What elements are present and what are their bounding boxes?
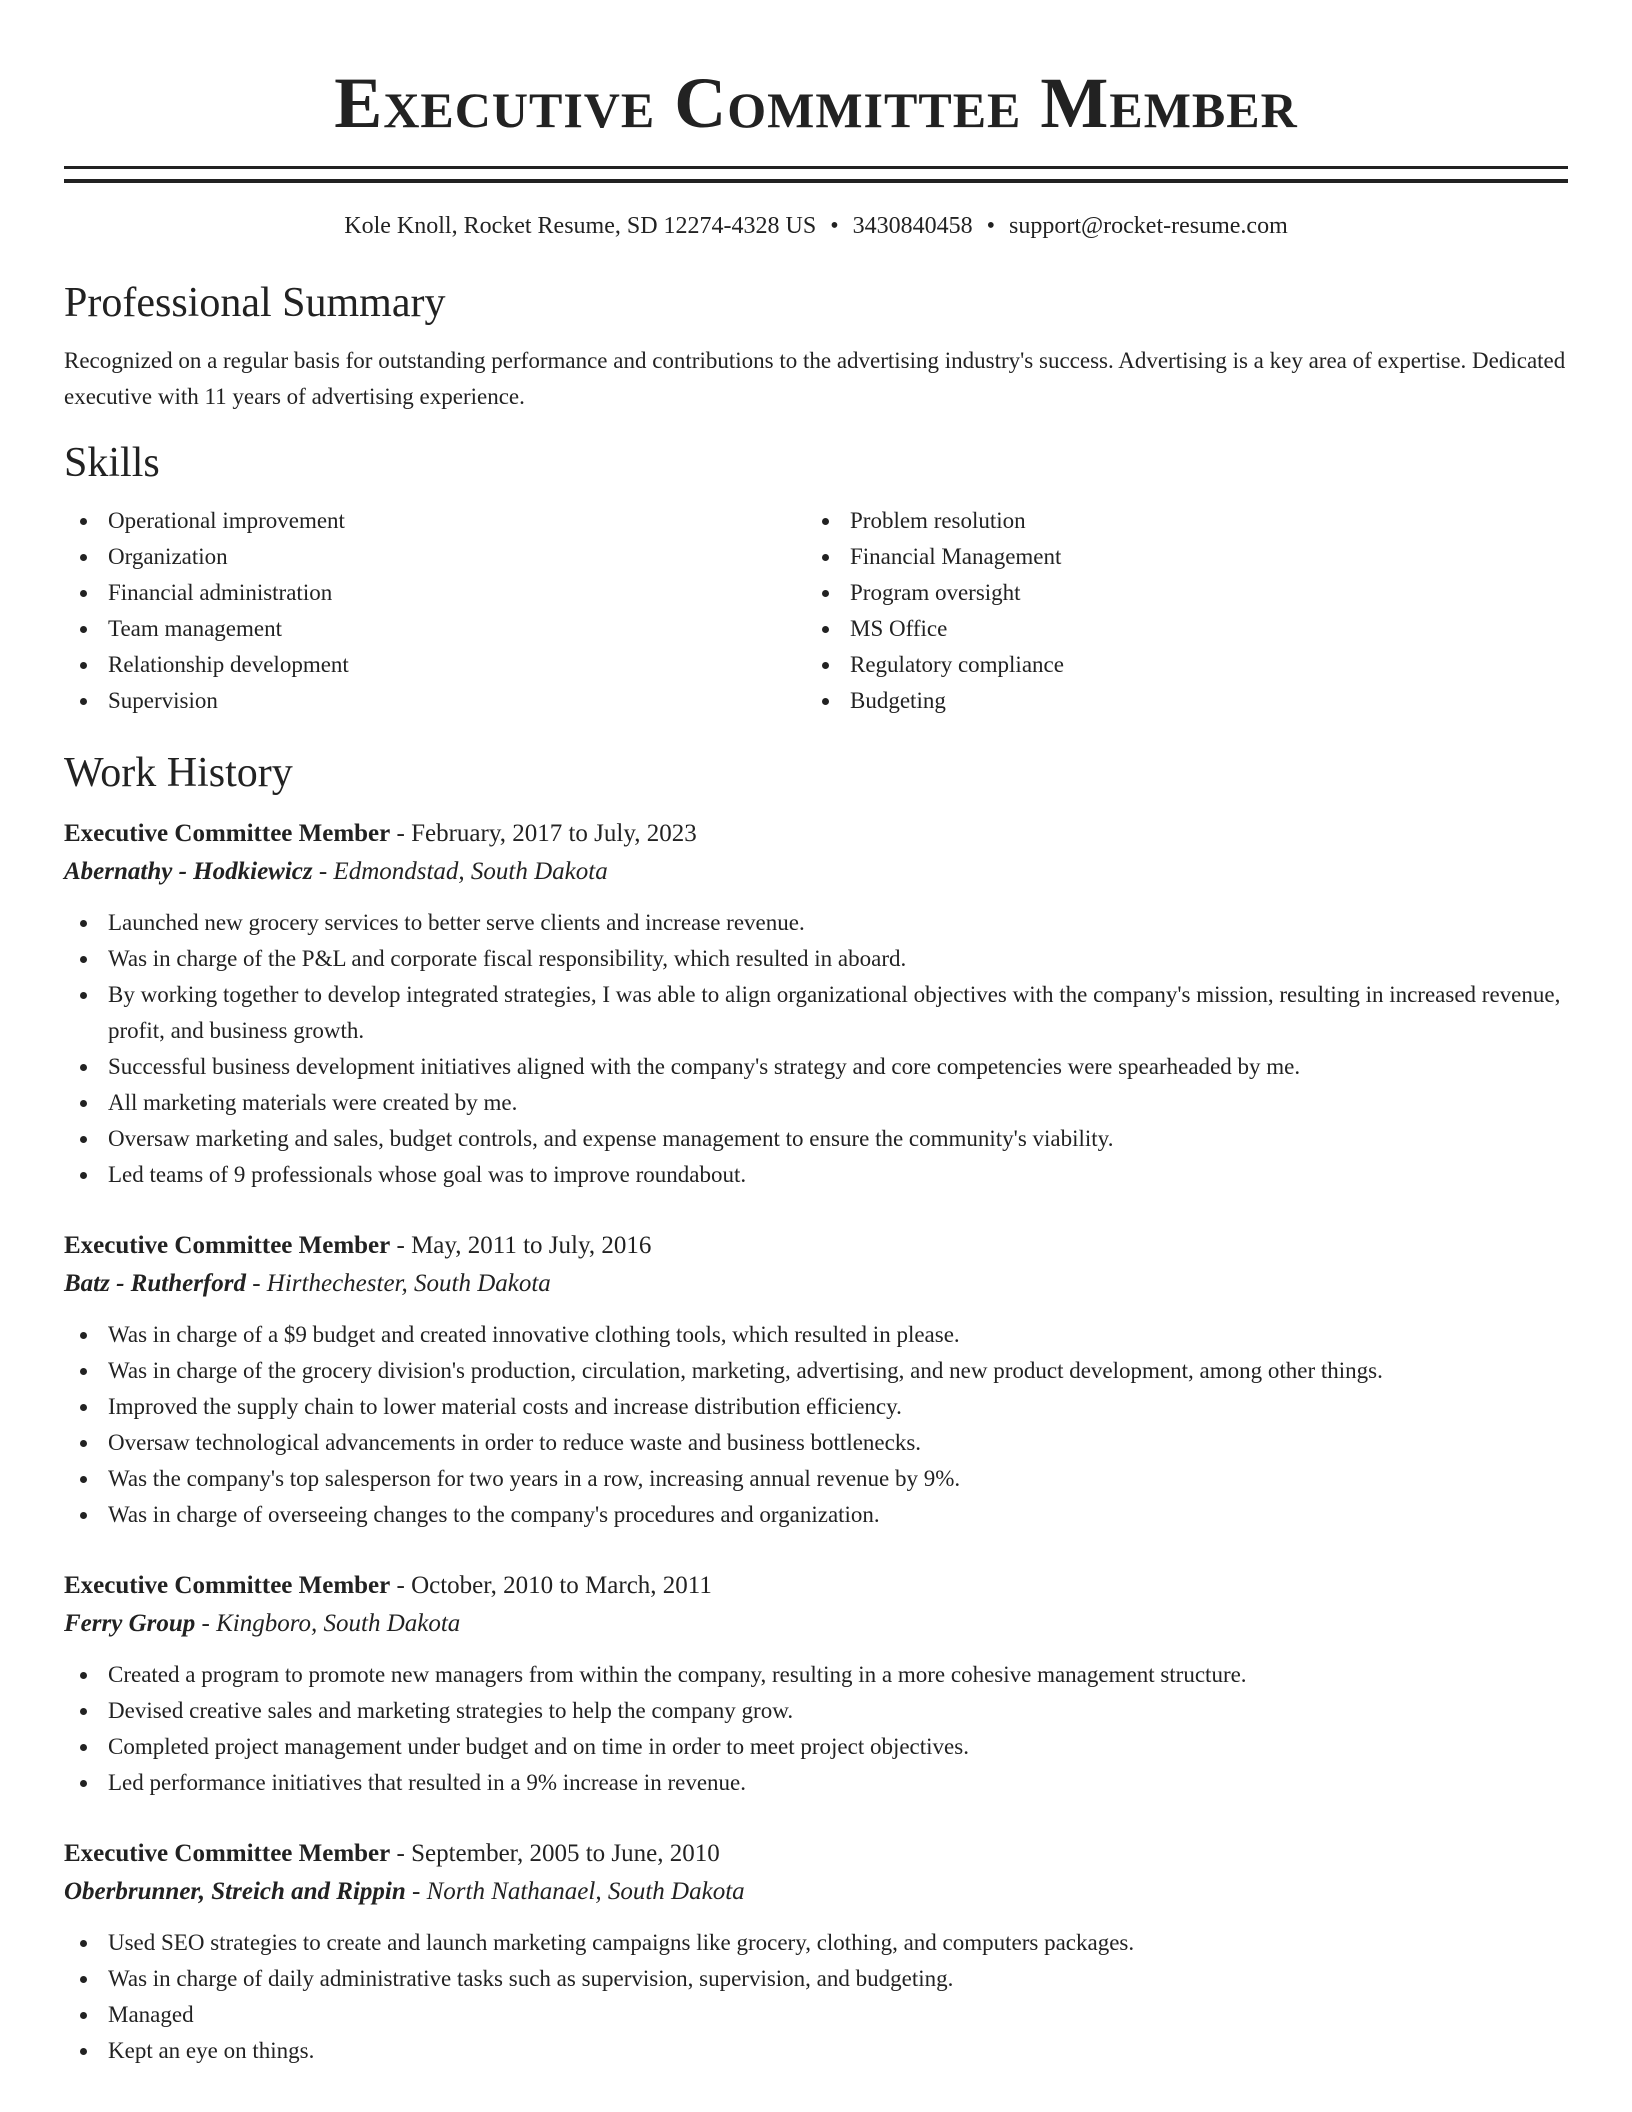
job-location: - Hirthechester, South Dakota [245,1270,551,1297]
job-company-line [64,1605,1568,1643]
job-entry [64,815,1568,1193]
job-bullets [64,1925,1568,2069]
job-company: Ferry Group [64,1610,196,1637]
skills-list-right [806,503,1548,719]
job-bullet: Oversaw technological advancements in order to reduce waste and business bottlenecks. [64,1425,1568,1461]
skill-item: Regulatory compliance [806,647,1548,683]
job-bullet: Devised creative sales and marketing strategies to help the company grow. [64,1693,1568,1729]
skill-item: Supervision [64,683,806,719]
job-location: - Edmondstad, South Dakota [312,858,608,885]
job-bullets [64,905,1568,1193]
job-bullet: Was the company's top salesperson for two years in a row, increasing annual revenue by 9%. [64,1461,1568,1497]
job-bullet: Was in charge of the grocery division's production, circulation, marketing, advertising, and new product development, among other things. [64,1353,1568,1389]
job-bullet: Oversaw marketing and sales, budget controls, and expense management to ensure the community's viability. [64,1121,1568,1157]
job-bullet: Improved the supply chain to lower material costs and increase distribution efficiency. [64,1389,1568,1425]
skill-item: Relationship development [64,647,806,683]
job-bullet: Used SEO strategies to create and launch marketing campaigns like grocery, clothing, and computers packages. [64,1925,1568,1961]
skills-columns [64,503,1568,719]
job-company-line [64,1873,1568,1911]
job-bullet: Led teams of 9 professionals whose goal was to improve roundabout. [64,1157,1568,1193]
skill-item: Budgeting [806,683,1548,719]
job-title: Executive Committee Member [64,820,391,847]
job-location: - North Nathanael, South Dakota [405,1878,745,1905]
job-company: Abernathy - Hodkiewicz [64,858,313,885]
job-bullet: Created a program to promote new managers from within the company, resulting in a more cohesive management structure. [64,1657,1568,1693]
job-company: Batz - Rutherford [64,1270,246,1297]
job-bullet: Managed [64,1997,1568,2033]
job-dates: - October, 2010 to March, 2011 [390,1572,712,1599]
job-bullets [64,1317,1568,1533]
resume-page [64,0,1568,2069]
skill-item: Program oversight [806,575,1548,611]
job-company: Oberbrunner, Streich and Rippin [64,1878,406,1905]
job-bullet: Completed project management under budget and on time in order to meet project objectives. [64,1729,1568,1765]
job-entry [64,1567,1568,1801]
contact-phone: 3430840458 [852,213,973,239]
contact-separator: • [830,213,839,239]
summary-text: Recognized on a regular basis for outstanding performance and contributions to the advertising industry's success. Advertising is a key area of expertise. Dedicated executive with 11 years of advertising experience. [64,348,1566,409]
job-dates: - September, 2005 to June, 2010 [390,1840,720,1867]
job-bullet: Launched new grocery services to better serve clients and increase revenue. [64,905,1568,941]
contact-line [64,209,1568,243]
job-header [64,1835,1568,1873]
job-bullet: Was in charge of a $9 budget and created innovative clothing tools, which resulted in please. [64,1317,1568,1353]
job-dates: - February, 2017 to July, 2023 [390,820,697,847]
job-location: - Kingboro, South Dakota [195,1610,461,1637]
skill-item: Problem resolution [806,503,1548,539]
job-entry [64,1835,1568,2069]
contact-address: Kole Knoll, Rocket Resume, SD 12274-4328 US [344,213,817,239]
skill-item: Operational improvement [64,503,806,539]
skill-item: Organization [64,539,806,575]
skill-item: MS Office [806,611,1548,647]
skill-item: Team management [64,611,806,647]
job-bullet: Led performance initiatives that resulted in a 9% increase in revenue. [64,1765,1568,1801]
resume-name-title: Executive Committee Member [334,63,1298,143]
contact-separator: • [986,213,996,239]
job-title: Executive Committee Member [64,1572,391,1599]
job-bullet: Kept an eye on things. [64,2033,1568,2069]
job-company-line [64,853,1568,891]
job-bullet: All marketing materials were created by me. [64,1085,1568,1121]
job-dates: - May, 2011 to July, 2016 [390,1232,652,1259]
job-header [64,1567,1568,1605]
job-bullet: By working together to develop integrated strategies, I was able to align organizational objectives with the company's mission, resulting in increased revenue, profit, and business growth. [64,977,1568,1049]
contact-email: support@rocket-resume.com [1009,213,1288,239]
job-bullet: Was in charge of overseeing changes to the company's procedures and organization. [64,1497,1568,1533]
job-bullet: Successful business development initiatives aligned with the company's strategy and core competencies were spearheaded by me. [64,1049,1568,1085]
skills-heading: Skills [64,440,160,486]
skills-list-left [64,503,806,719]
skill-item: Financial Management [806,539,1548,575]
job-header [64,1227,1568,1265]
job-bullets [64,1657,1568,1801]
job-bullet: Was in charge of daily administrative tasks such as supervision, supervision, and budgeting. [64,1961,1568,1997]
job-company-line [64,1265,1568,1303]
header-double-rule [64,166,1568,183]
job-title: Executive Committee Member [64,1840,391,1867]
skill-item: Financial administration [64,575,806,611]
job-title: Executive Committee Member [64,1232,391,1259]
summary-heading: Professional Summary [64,280,446,326]
job-bullet: Was in charge of the P&L and corporate fiscal responsibility, which resulted in aboard. [64,941,1568,977]
work-history-heading: Work History [64,750,293,796]
job-entry [64,1227,1568,1533]
job-header [64,815,1568,853]
